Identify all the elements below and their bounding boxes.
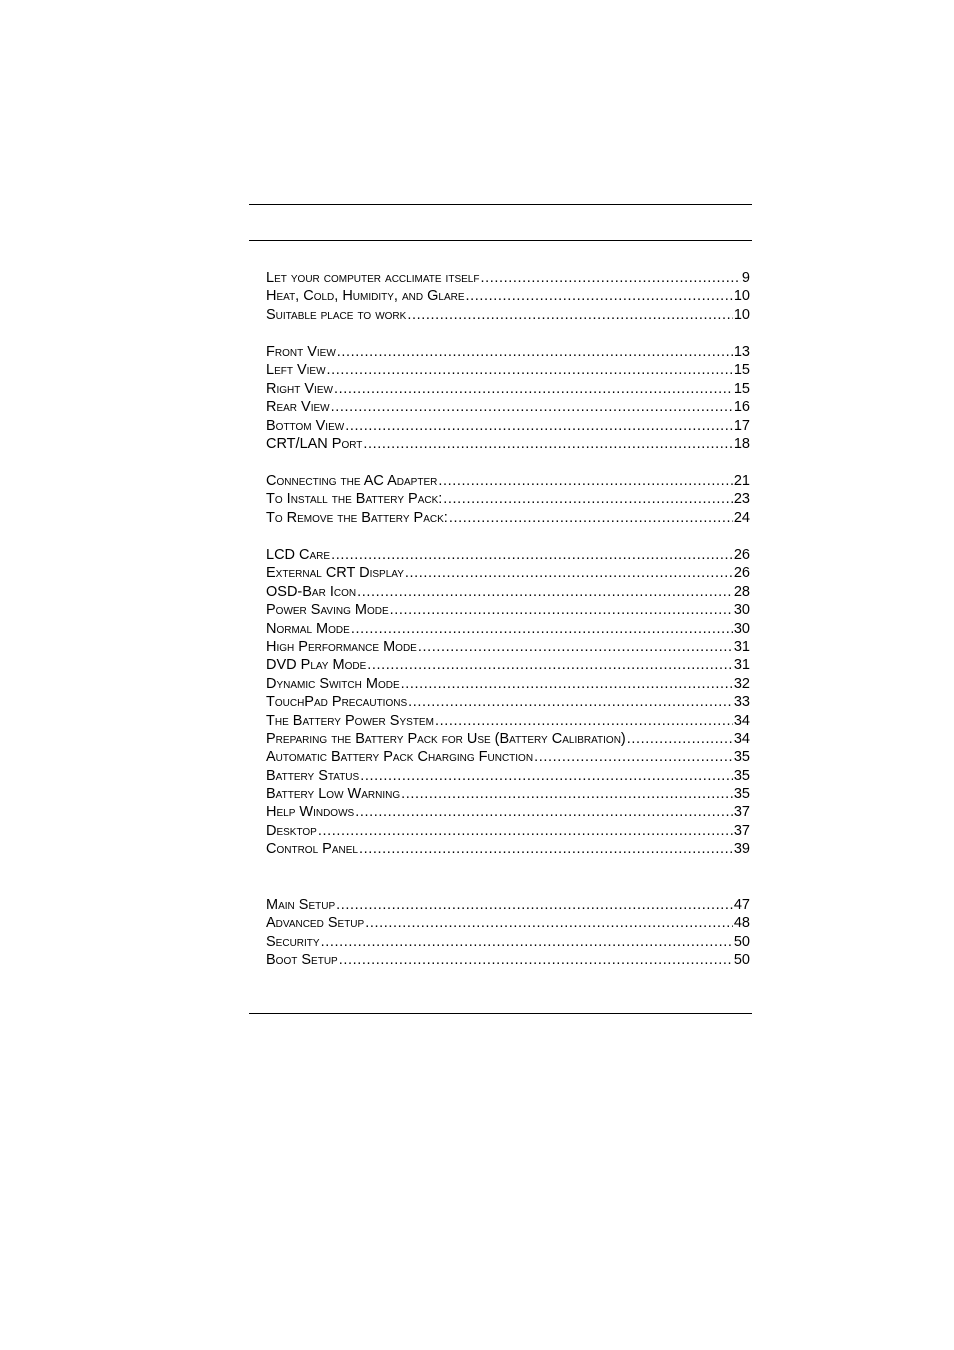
toc-entry-page: 34 (733, 712, 750, 729)
toc-entry-title: Battery Low Warning (266, 786, 401, 803)
toc-entry[interactable] (266, 803, 750, 821)
toc-entry-title: Boot Setup (266, 952, 338, 969)
toc-entry[interactable] (266, 656, 750, 674)
dot-leader (355, 803, 733, 821)
toc-entry-page: 50 (733, 933, 750, 950)
toc-entry[interactable] (266, 914, 750, 932)
toc-entry-page: 31 (733, 657, 750, 674)
toc-entry[interactable] (266, 601, 750, 619)
dot-leader (405, 564, 733, 582)
toc-section-1 (266, 269, 750, 324)
toc-entry-page: 33 (733, 694, 750, 711)
dot-leader (321, 933, 733, 951)
dot-leader (318, 822, 733, 840)
toc-entry[interactable] (266, 287, 750, 305)
dot-leader (363, 435, 732, 453)
toc-entry[interactable] (266, 490, 750, 508)
toc-entry[interactable] (266, 933, 750, 951)
dot-leader (339, 951, 733, 969)
dot-leader (401, 675, 733, 693)
toc-entry[interactable] (266, 675, 750, 693)
toc-entry-title: CRT/LAN Port (266, 435, 363, 452)
dot-leader (357, 583, 733, 601)
dot-leader (367, 656, 733, 674)
toc-entry-page: 16 (733, 399, 750, 416)
toc-entry-page: 24 (733, 509, 750, 526)
dot-leader (337, 343, 733, 361)
toc-entry[interactable] (266, 896, 750, 914)
toc-entry-title: Battery Status (266, 767, 360, 784)
toc-entry[interactable] (266, 306, 750, 324)
toc-entry-page: 47 (733, 897, 750, 913)
toc-section-4 (266, 546, 750, 859)
toc-entry[interactable] (266, 638, 750, 656)
toc-section-2 (266, 343, 750, 453)
toc-entry-page: 17 (733, 417, 750, 434)
dot-leader (345, 417, 733, 435)
toc-entry-page: 35 (733, 786, 750, 803)
toc-entry[interactable] (266, 417, 750, 435)
dot-leader (627, 730, 733, 748)
dot-leader (449, 509, 733, 527)
dot-leader (336, 896, 733, 914)
toc-entry-page: 13 (733, 344, 750, 360)
toc-entry-page: 39 (733, 841, 750, 858)
header-rule-top (249, 204, 752, 205)
toc-entry-title: To Remove the Battery Pack: (266, 509, 448, 526)
toc-entry[interactable] (266, 269, 750, 287)
toc-entry-page: 50 (733, 952, 750, 969)
toc-entry-title: OSD-Bar Icon (266, 583, 357, 600)
toc-section-5 (266, 896, 750, 970)
toc-entry[interactable] (266, 343, 750, 361)
toc-entry-page: 48 (733, 915, 750, 932)
header-rule-bottom (249, 240, 752, 241)
toc-section-3 (266, 472, 750, 527)
toc-entry-title: The Battery Power System (266, 712, 434, 729)
toc-entry-title: Dynamic Switch Mode (266, 675, 400, 692)
toc-entry-page: 28 (733, 583, 750, 600)
toc-entry[interactable] (266, 767, 750, 785)
toc-entry-title: Power Saving Mode (266, 602, 389, 619)
toc-entry-title: Rear View (266, 399, 330, 416)
toc-entry-title: Left View (266, 362, 326, 379)
toc-entry-page: 30 (733, 620, 750, 637)
toc-entry-title: Help Windows (266, 804, 355, 821)
toc-entry-title: Security (266, 933, 320, 950)
toc-entry-page: 37 (733, 822, 750, 839)
toc-entry-title: Desktop (266, 822, 317, 839)
toc-entry-title: Front View (266, 344, 336, 360)
toc-entry-page: 37 (733, 804, 750, 821)
toc-entry-page: 31 (733, 638, 750, 655)
toc-entry[interactable] (266, 785, 750, 803)
toc-entry[interactable] (266, 509, 750, 527)
toc-entry[interactable] (266, 693, 750, 711)
toc-entry-page: 26 (733, 547, 750, 563)
toc-entry[interactable] (266, 951, 750, 969)
dot-leader (334, 380, 733, 398)
toc-entry-title: To Install the Battery Pack: (266, 491, 443, 508)
dot-leader (390, 601, 733, 619)
toc-entry-page: 10 (733, 288, 750, 305)
toc-entry[interactable] (266, 840, 750, 858)
toc-entry-title: Preparing the Battery Pack for Use (Battery Calibration) (266, 730, 626, 747)
toc-entry-page: 26 (733, 565, 750, 582)
dot-leader (327, 361, 733, 379)
toc-entry[interactable] (266, 748, 750, 766)
toc-entry[interactable] (266, 380, 750, 398)
dot-leader (331, 398, 733, 416)
toc-entry[interactable] (266, 583, 750, 601)
toc-entry[interactable] (266, 620, 750, 638)
toc-entry[interactable] (266, 546, 750, 564)
dot-leader (407, 306, 733, 324)
dot-leader (331, 546, 733, 564)
toc-entry-title: Right View (266, 380, 333, 397)
toc-entry-title: Heat, Cold, Humidity, and Glare (266, 288, 465, 305)
toc-entry-title: Advanced Setup (266, 915, 365, 932)
toc-entry-title: Bottom View (266, 417, 345, 434)
toc-entry-title: Suitable place to work (266, 306, 407, 323)
toc-entry-title: Let your computer acclimate itself (266, 270, 480, 286)
dot-leader (359, 840, 733, 858)
toc-entry-page: 10 (733, 306, 750, 323)
toc-entry-page: 21 (733, 473, 750, 489)
dot-leader (438, 472, 733, 490)
toc-entry[interactable] (266, 435, 750, 453)
dot-leader (443, 490, 733, 508)
toc-entry[interactable] (266, 730, 750, 748)
dot-leader (401, 785, 733, 803)
toc-entry-page: 35 (733, 767, 750, 784)
toc-entry-page: 35 (733, 749, 750, 766)
toc-entry-page: 15 (733, 380, 750, 397)
toc-entry[interactable] (266, 712, 750, 730)
toc-entry[interactable] (266, 361, 750, 379)
toc-entry-title: Normal Mode (266, 620, 350, 637)
toc-entry-title: Automatic Battery Pack Charging Function (266, 749, 534, 766)
toc-entry[interactable] (266, 564, 750, 582)
toc-entry-title: Main Setup (266, 897, 336, 913)
dot-leader (351, 620, 733, 638)
toc-entry-title: External CRT Display (266, 565, 404, 582)
toc-entry[interactable] (266, 472, 750, 490)
dot-leader (360, 767, 733, 785)
toc-entry[interactable] (266, 398, 750, 416)
toc-entry-title: High Performance Mode (266, 638, 417, 655)
dot-leader (435, 712, 733, 730)
toc-entry-title: LCD Care (266, 547, 331, 563)
toc-entry-page: 9 (741, 270, 750, 286)
toc-entry-page: 30 (733, 602, 750, 619)
dot-leader (534, 748, 733, 766)
toc-entry-title: TouchPad Precautions (266, 694, 408, 711)
dot-leader (480, 269, 740, 287)
dot-leader (418, 638, 733, 656)
toc-entry-page: 32 (733, 675, 750, 692)
toc-entry-title: DVD Play Mode (266, 657, 367, 674)
dot-leader (365, 914, 733, 932)
dot-leader (408, 693, 733, 711)
toc-entry-page: 23 (733, 491, 750, 508)
dot-leader (466, 287, 733, 305)
toc-entry-page: 34 (733, 730, 750, 747)
footer-rule (249, 1013, 752, 1014)
toc-entry-page: 15 (733, 362, 750, 379)
toc-entry[interactable] (266, 822, 750, 840)
toc-entry-title: Control Panel (266, 841, 358, 858)
toc-entry-page: 18 (733, 435, 750, 452)
toc-entry-title: Connecting the AC Adapter (266, 473, 438, 489)
